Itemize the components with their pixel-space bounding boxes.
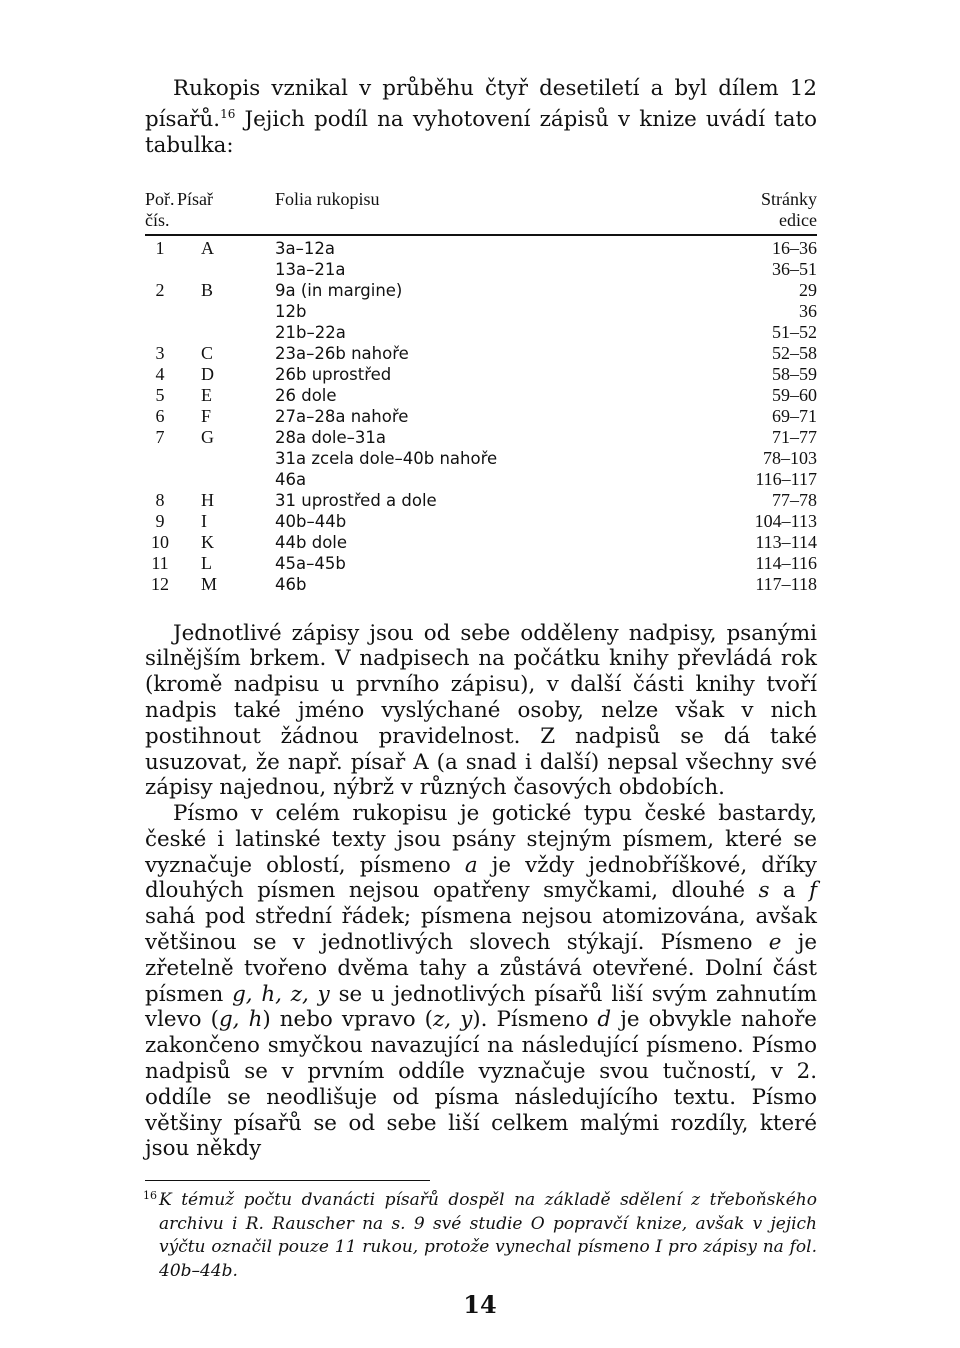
cell-folia: 28a dole–31a xyxy=(275,427,387,447)
text-run: ) nebo vpravo ( xyxy=(262,1007,434,1033)
text-run: je obvykle nahoře zakončeno smyčkou navazující na následující písmeno. Písmo nadpisů se v prvním oddíle vyznačuje svou tučností, v 2. oddíle se neodlišuje od písma následujícího textu. Písmo většiny písařů se od sebe liší celkem malými rozdíly, které jsou někdy xyxy=(145,1007,817,1162)
cell-pages: 36 xyxy=(799,300,817,321)
text-run: je zřetelně tvořeno dvěma tahy a zůstává otevřené. Dolní část písmen xyxy=(145,930,817,1007)
table-row xyxy=(145,364,817,385)
cell-number: 4 xyxy=(155,363,165,384)
cell-number: 7 xyxy=(155,426,165,447)
cell-folia: 26b uprostřed xyxy=(275,364,392,384)
cell-scribe xyxy=(175,322,275,343)
cell-scribe xyxy=(175,448,275,469)
cell-number xyxy=(145,448,175,469)
table-row xyxy=(145,469,817,490)
cell-scribe: K xyxy=(201,531,214,552)
cell-number xyxy=(145,322,175,343)
cell-number: 6 xyxy=(155,405,165,426)
letter-e: e xyxy=(768,930,782,956)
text-run: Písmo v celém rukopisu je gotické typu české bastardy, české i latinské texty jsou psány stejným písmem, které se vyznačuje oblostí, písmeno xyxy=(145,801,817,878)
table-row xyxy=(145,406,817,427)
cell-folia: 12b xyxy=(275,301,307,321)
cell-scribe: E xyxy=(201,384,212,405)
table-row xyxy=(145,448,817,469)
letter-d: d xyxy=(597,1007,612,1033)
table-row xyxy=(145,280,817,301)
footnote-mark: 16 xyxy=(143,1189,157,1203)
scribes-table xyxy=(145,189,817,595)
footnote-text: K témuž počtu dvanácti písařů dospěl na základě sdělení z třeboňského archivu i R. Rauscher na s. 9 své studie O popravčí knize, avšak v jejich výčtu označil pouze 11 rukou, protože vynechal písmeno I pro zápisy na fol. 40b–44b. xyxy=(159,1190,817,1281)
cell-folia: 31a zcela dole–40b nahoře xyxy=(275,448,498,468)
cell-scribe: M xyxy=(201,573,218,594)
paragraph-script xyxy=(145,801,817,1162)
cell-scribe: C xyxy=(201,342,214,363)
cell-folia: 23a–26b nahoře xyxy=(275,343,409,363)
intro-paragraph xyxy=(145,76,817,159)
cell-scribe: H xyxy=(201,489,214,510)
cell-folia: 40b–44b xyxy=(275,511,347,531)
cell-pages: 71–77 xyxy=(772,426,817,447)
footnote-reference[interactable]: 16 xyxy=(220,106,236,121)
header-number xyxy=(145,189,175,231)
cell-pages: 52–58 xyxy=(772,342,817,363)
footnote xyxy=(145,1189,817,1283)
letter-s: s xyxy=(758,878,770,904)
paragraph-headings: Jednotlivé zápisy jsou od sebe odděleny nadpisy, psanými silnějším brkem. V nadpisech na počátku knihy převládá rok (kromě nadpisu u prvního zápisu), v další části knihy tvoří nadpis také jméno vyslýchané osoby, nelze však v nich postihnout žádnou pravidelnost. Z nadpisů se dá také usuzovat, že např. písař A (a snad i další) nepsal všechny své zápisy najednou, nýbrž v různých časových obdobích. xyxy=(145,620,817,801)
cell-number xyxy=(145,469,175,490)
cell-pages: 77–78 xyxy=(772,489,817,510)
cell-number: 2 xyxy=(155,279,165,300)
text-run: se u jednotlivých písařů liší svým zahnutím vlevo ( xyxy=(145,981,818,1033)
table-row xyxy=(145,322,817,343)
cell-folia: 46a xyxy=(275,469,307,489)
header-number-line2: čís. xyxy=(145,209,170,230)
text-run: je vždy jednobříškové, dříky dlouhých písmen nejsou opatřeny smyčkami, dlouhé xyxy=(145,852,818,904)
cell-folia: 44b dole xyxy=(275,532,348,552)
cell-folia: 13a–21a xyxy=(275,259,346,279)
cell-pages: 104–113 xyxy=(754,510,817,531)
cell-scribe xyxy=(175,259,275,280)
letters-zy: z, y xyxy=(433,1007,473,1033)
table-row xyxy=(145,532,817,553)
cell-number: 1 xyxy=(155,237,165,258)
table-header xyxy=(145,189,817,231)
cell-scribe: I xyxy=(201,510,207,531)
cell-pages: 69–71 xyxy=(772,405,817,426)
text-run: ). Písmeno xyxy=(472,1007,598,1033)
cell-pages: 113–114 xyxy=(755,531,817,552)
letters-ghzy: g, h, z, y xyxy=(232,981,330,1007)
header-pages xyxy=(697,189,817,231)
header-number-line1: Poř. xyxy=(145,188,175,209)
text-run: sahá pod střední řádek; písmena nejsou atomizována, avšak většinou se v jednotlivých slovech stýkají. Písmeno xyxy=(145,904,817,956)
cell-pages: 51–52 xyxy=(772,321,817,342)
page-content xyxy=(145,76,817,1283)
cell-scribe xyxy=(175,469,275,490)
header-pages-line1: Stránky xyxy=(761,188,817,209)
table-row xyxy=(145,574,817,595)
letter-f: f xyxy=(809,878,817,904)
cell-number: 8 xyxy=(155,489,165,510)
table-row xyxy=(145,343,817,364)
header-scribe: Písař xyxy=(177,188,213,209)
cell-pages: 78–103 xyxy=(763,447,817,468)
cell-pages: 36–51 xyxy=(772,258,817,279)
cell-scribe: A xyxy=(201,237,214,258)
cell-number: 5 xyxy=(155,384,165,405)
table-row xyxy=(145,301,817,322)
cell-folia: 21b–22a xyxy=(275,322,346,342)
cell-folia: 45a–45b xyxy=(275,553,346,573)
cell-scribe: G xyxy=(201,426,214,447)
table-row xyxy=(145,511,817,532)
table-row xyxy=(145,385,817,406)
cell-number xyxy=(145,259,175,280)
table-row xyxy=(145,553,817,574)
cell-folia: 9a (in margine) xyxy=(275,280,403,300)
cell-scribe: F xyxy=(201,405,212,426)
cell-folia: 3a–12a xyxy=(275,238,335,258)
cell-pages: 59–60 xyxy=(772,384,817,405)
cell-scribe: B xyxy=(201,279,214,300)
cell-folia: 31 uprostřed a dole xyxy=(275,490,437,510)
cell-folia: 46b xyxy=(275,574,307,594)
header-folia: Folia rukopisu xyxy=(275,188,380,209)
table-body xyxy=(145,238,817,595)
cell-scribe: D xyxy=(201,363,214,384)
footnote-divider xyxy=(145,1180,430,1181)
cell-number: 12 xyxy=(151,573,169,594)
header-pages-line2: edice xyxy=(779,209,817,230)
cell-pages: 116–117 xyxy=(755,468,817,489)
letter-a: a xyxy=(464,852,478,878)
cell-folia: 26 dole xyxy=(275,385,337,405)
cell-number: 3 xyxy=(155,342,165,363)
table-row xyxy=(145,490,817,511)
table-header-rule xyxy=(145,234,817,236)
cell-number: 11 xyxy=(151,552,169,573)
cell-pages: 16–36 xyxy=(772,237,817,258)
table-row xyxy=(145,238,817,259)
cell-pages: 117–118 xyxy=(755,573,817,594)
cell-scribe: L xyxy=(201,552,212,573)
table-row xyxy=(145,427,817,448)
cell-number: 9 xyxy=(155,510,165,531)
cell-pages: 58–59 xyxy=(772,363,817,384)
cell-number xyxy=(145,301,175,322)
cell-pages: 29 xyxy=(799,279,817,300)
cell-number: 10 xyxy=(151,531,169,552)
intro-text: Rukopis vznikal v průběhu čtyř desetiletí a byl dílem 12 písařů. xyxy=(145,76,817,132)
page-number: 14 xyxy=(463,1290,497,1319)
letters-gh: g, h xyxy=(218,1007,263,1033)
table-row xyxy=(145,259,817,280)
cell-pages: 114–116 xyxy=(755,552,817,573)
cell-folia: 27a–28a nahoře xyxy=(275,406,409,426)
text-run: a xyxy=(769,878,810,904)
cell-scribe xyxy=(175,301,275,322)
intro-text-continued: Jejich podíl na vyhotovení zápisů v knize uvádí tato tabulka: xyxy=(145,106,817,158)
